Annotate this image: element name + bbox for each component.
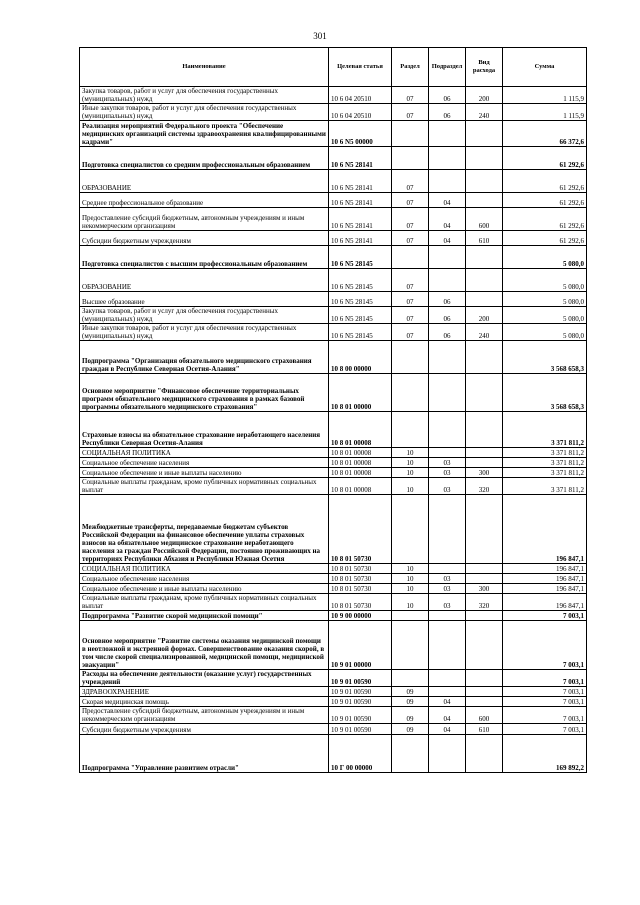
- row-name: Социальное обеспечение населения: [80, 574, 329, 584]
- table-row: [80, 246, 587, 269]
- header-subsection: Подраздел: [429, 48, 466, 87]
- row-expense-type: [466, 269, 503, 292]
- row-name: Закупка товаров, работ и услуг для обеспечения государственных (муниципальных) нужд: [80, 87, 329, 104]
- row-code: 10 8 01 00008: [329, 458, 392, 468]
- row-code: 10 9 01 00590: [329, 687, 392, 697]
- row-name: Основное мероприятие "Финансовое обеспечение территориальных программ обязательного медицинского страхования в рамках базовой программы обязательного медицинского страхования": [80, 374, 329, 412]
- row-subsection: [429, 121, 466, 147]
- row-section: [392, 670, 429, 687]
- row-sum: 61 292,6: [503, 208, 587, 231]
- table-row: [80, 687, 587, 697]
- row-expense-type: [466, 564, 503, 574]
- table-row: [80, 121, 587, 147]
- row-expense-type: [466, 621, 503, 670]
- row-section: 10: [392, 584, 429, 594]
- row-name: Субсидии бюджетным учреждениям: [80, 724, 329, 735]
- row-code: 10 6 N5 00000: [329, 121, 392, 147]
- row-code: 10 8 01 00000: [329, 374, 392, 412]
- row-subsection: [429, 687, 466, 697]
- row-name: Иные закупки товаров, работ и услуг для обеспечения государственных (муниципальных) нужд: [80, 324, 329, 341]
- row-expense-type: 600: [466, 707, 503, 724]
- table-row: [80, 87, 587, 104]
- row-section: 07: [392, 307, 429, 324]
- row-section: 07: [392, 292, 429, 307]
- row-code: 10 8 01 50730: [329, 594, 392, 611]
- row-expense-type: [466, 412, 503, 448]
- row-sum: 5 080,0: [503, 269, 587, 292]
- row-sum: 7 003,1: [503, 611, 587, 621]
- row-name: Социальное обеспечение населения: [80, 458, 329, 468]
- row-subsection: [429, 564, 466, 574]
- row-subsection: 04: [429, 707, 466, 724]
- table-row: [80, 697, 587, 707]
- row-code: 10 9 00 00000: [329, 611, 392, 621]
- row-subsection: [429, 621, 466, 670]
- row-subsection: 06: [429, 324, 466, 341]
- table-row: [80, 468, 587, 478]
- table-row: [80, 448, 587, 458]
- row-code: 10 9 01 00590: [329, 670, 392, 687]
- row-name: Социальные выплаты гражданам, кроме публичных нормативных социальных выплат: [80, 594, 329, 611]
- row-sum: 3 371 811,2: [503, 412, 587, 448]
- table-row: [80, 621, 587, 670]
- row-subsection: 04: [429, 231, 466, 246]
- table-row: [80, 341, 587, 374]
- page-number: 301: [313, 31, 327, 41]
- row-section: [392, 412, 429, 448]
- table-row: [80, 584, 587, 594]
- row-section: 07: [392, 170, 429, 193]
- row-expense-type: 200: [466, 307, 503, 324]
- row-name: Страховые взносы на обязательное страхование неработающего населения Республики Северная Осетия-Алания: [80, 412, 329, 448]
- row-name: Социальное обеспечение и иные выплаты населению: [80, 468, 329, 478]
- row-section: 09: [392, 707, 429, 724]
- row-expense-type: 600: [466, 208, 503, 231]
- row-sum: 169 892,2: [503, 735, 587, 773]
- row-expense-type: [466, 170, 503, 193]
- row-subsection: [429, 670, 466, 687]
- row-sum: 196 847,1: [503, 495, 587, 564]
- row-name: Социальные выплаты гражданам, кроме публичных нормативных социальных выплат: [80, 478, 329, 495]
- row-code: 10 8 01 00008: [329, 448, 392, 458]
- row-subsection: [429, 341, 466, 374]
- header-name: Наименование: [80, 48, 329, 87]
- row-code: 10 9 01 00590: [329, 724, 392, 735]
- row-section: 07: [392, 87, 429, 104]
- table-row: [80, 670, 587, 687]
- row-sum: 7 003,1: [503, 697, 587, 707]
- table-row: [80, 707, 587, 724]
- row-sum: 7 003,1: [503, 724, 587, 735]
- row-expense-type: [466, 458, 503, 468]
- row-name: СОЦИАЛЬНАЯ ПОЛИТИКА: [80, 448, 329, 458]
- row-subsection: [429, 611, 466, 621]
- row-subsection: 03: [429, 478, 466, 495]
- row-expense-type: 240: [466, 324, 503, 341]
- table-row: [80, 269, 587, 292]
- row-sum: 61 292,6: [503, 193, 587, 208]
- header-section: Раздел: [392, 48, 429, 87]
- row-expense-type: 300: [466, 468, 503, 478]
- row-subsection: 06: [429, 292, 466, 307]
- row-expense-type: 610: [466, 231, 503, 246]
- row-code: 10 8 01 00008: [329, 412, 392, 448]
- row-sum: 61 292,6: [503, 231, 587, 246]
- row-sum: 1 115,9: [503, 104, 587, 121]
- row-code: 10 6 N5 28145: [329, 269, 392, 292]
- table-row: [80, 292, 587, 307]
- table-row: [80, 412, 587, 448]
- row-name: Основное мероприятие "Развитие системы оказания медицинской помощи в неотложной и экстренной формах. Совершенствование оказания скорой, в том числе скорой специализированной, медицинской помощи, медицинской эвакуации": [80, 621, 329, 670]
- row-sum: 61 292,6: [503, 147, 587, 170]
- row-section: [392, 495, 429, 564]
- row-subsection: [429, 495, 466, 564]
- table-row: [80, 594, 587, 611]
- row-expense-type: 610: [466, 724, 503, 735]
- table-row: [80, 208, 587, 231]
- row-expense-type: [466, 670, 503, 687]
- row-sum: 5 080,0: [503, 324, 587, 341]
- row-expense-type: [466, 147, 503, 170]
- row-section: 09: [392, 687, 429, 697]
- row-subsection: 06: [429, 307, 466, 324]
- row-expense-type: [466, 246, 503, 269]
- row-code: 10 6 04 20510: [329, 104, 392, 121]
- row-name: Подпрограмма "Организация обязательного медицинского страхования граждан в Республике Северная Осетия-Алания": [80, 341, 329, 374]
- row-section: 07: [392, 324, 429, 341]
- row-subsection: [429, 246, 466, 269]
- row-subsection: 03: [429, 594, 466, 611]
- row-subsection: 04: [429, 208, 466, 231]
- row-subsection: [429, 147, 466, 170]
- row-expense-type: [466, 341, 503, 374]
- row-expense-type: [466, 121, 503, 147]
- row-sum: 7 003,1: [503, 687, 587, 697]
- table-row: [80, 231, 587, 246]
- row-sum: 3 568 658,3: [503, 341, 587, 374]
- row-sum: 5 080,0: [503, 307, 587, 324]
- row-code: 10 9 01 00590: [329, 707, 392, 724]
- row-subsection: 06: [429, 87, 466, 104]
- row-expense-type: [466, 687, 503, 697]
- row-sum: 5 080,0: [503, 292, 587, 307]
- table-row: [80, 735, 587, 773]
- row-section: [392, 147, 429, 170]
- row-section: [392, 735, 429, 773]
- row-sum: 7 003,1: [503, 621, 587, 670]
- row-name: Среднее профессиональное образование: [80, 193, 329, 208]
- row-section: 10: [392, 478, 429, 495]
- row-code: 10 6 N5 28141: [329, 231, 392, 246]
- row-section: 10: [392, 594, 429, 611]
- row-section: 10: [392, 458, 429, 468]
- row-code: 10 8 01 50730: [329, 574, 392, 584]
- row-name: Закупка товаров, работ и услуг для обеспечения государственных (муниципальных) нужд: [80, 307, 329, 324]
- table-row: [80, 458, 587, 468]
- row-sum: 196 847,1: [503, 574, 587, 584]
- header-expense-type: Вид расхода: [466, 48, 503, 87]
- table-row: [80, 574, 587, 584]
- row-code: 10 9 01 00000: [329, 621, 392, 670]
- row-code: 10 6 N5 28141: [329, 147, 392, 170]
- row-section: 07: [392, 231, 429, 246]
- row-code: 10 8 01 00008: [329, 468, 392, 478]
- row-name: СОЦИАЛЬНАЯ ПОЛИТИКА: [80, 564, 329, 574]
- row-code: 10 9 01 00590: [329, 697, 392, 707]
- row-subsection: [429, 374, 466, 412]
- row-sum: 196 847,1: [503, 584, 587, 594]
- row-sum: 7 003,1: [503, 670, 587, 687]
- row-code: 10 6 N5 28141: [329, 208, 392, 231]
- header-sum: Сумма: [503, 48, 587, 87]
- row-section: 10: [392, 468, 429, 478]
- row-name: Подготовка специалистов с высшим профессиональным образованием: [80, 246, 329, 269]
- row-subsection: [429, 448, 466, 458]
- table-row: [80, 611, 587, 621]
- row-subsection: 03: [429, 468, 466, 478]
- row-code: 10 8 01 50730: [329, 495, 392, 564]
- row-expense-type: [466, 611, 503, 621]
- row-section: 07: [392, 193, 429, 208]
- row-sum: 3 371 811,2: [503, 448, 587, 458]
- row-code: 10 Г 00 00000: [329, 735, 392, 773]
- row-sum: 66 372,6: [503, 121, 587, 147]
- row-name: Высшее образование: [80, 292, 329, 307]
- row-section: 10: [392, 564, 429, 574]
- row-name: Межбюджетные трансферты, передаваемые бюджетам субъектов Российской Федерации на финансовое обеспечение уплаты страховых взносов на обязательное медицинское страхование неработающего населения за граждан Российской Федерации, постоянно проживающих на территориях Республики Абхазия и Республики Южная Осетия: [80, 495, 329, 564]
- row-name: Предоставление субсидий бюджетным, автономным учреждениям и иным некоммерческим организациям: [80, 707, 329, 724]
- table-row: [80, 307, 587, 324]
- row-subsection: 06: [429, 104, 466, 121]
- row-section: 07: [392, 208, 429, 231]
- row-expense-type: 240: [466, 104, 503, 121]
- row-subsection: 03: [429, 584, 466, 594]
- row-subsection: 04: [429, 697, 466, 707]
- row-expense-type: [466, 374, 503, 412]
- row-expense-type: 320: [466, 594, 503, 611]
- row-name: Иные закупки товаров, работ и услуг для обеспечения государственных (муниципальных) нужд: [80, 104, 329, 121]
- row-expense-type: [466, 292, 503, 307]
- row-code: 10 6 N5 28141: [329, 170, 392, 193]
- row-section: 09: [392, 724, 429, 735]
- row-expense-type: [466, 448, 503, 458]
- row-name: ОБРАЗОВАНИЕ: [80, 269, 329, 292]
- row-code: 10 8 01 50730: [329, 564, 392, 574]
- row-code: 10 8 01 50730: [329, 584, 392, 594]
- row-sum: 3 371 811,2: [503, 468, 587, 478]
- row-sum: 3 568 658,3: [503, 374, 587, 412]
- row-subsection: 04: [429, 193, 466, 208]
- table-row: [80, 324, 587, 341]
- table-row: [80, 104, 587, 121]
- table-row: [80, 724, 587, 735]
- row-expense-type: [466, 193, 503, 208]
- row-section: 10: [392, 448, 429, 458]
- row-code: 10 6 N5 28145: [329, 292, 392, 307]
- row-name: Предоставление субсидий бюджетным, автономным учреждениям и иным некоммерческим организациям: [80, 208, 329, 231]
- row-section: 07: [392, 269, 429, 292]
- row-subsection: 04: [429, 724, 466, 735]
- row-name: Расходы на обеспечение деятельности (оказание услуг) государственных учреждений: [80, 670, 329, 687]
- row-expense-type: 300: [466, 584, 503, 594]
- row-subsection: [429, 170, 466, 193]
- budget-table: [79, 47, 587, 773]
- row-name: ЗДРАВООХРАНЕНИЕ: [80, 687, 329, 697]
- row-section: [392, 246, 429, 269]
- row-name: Реализация мероприятий Федерального проекта "Обеспечение медицинских организаций системы здравоохранения квалифицированными кадрами": [80, 121, 329, 147]
- row-code: 10 8 01 00008: [329, 478, 392, 495]
- row-section: [392, 121, 429, 147]
- row-code: 10 6 N5 28145: [329, 324, 392, 341]
- row-code: 10 6 N5 28145: [329, 307, 392, 324]
- table-row: [80, 495, 587, 564]
- row-expense-type: 200: [466, 87, 503, 104]
- row-sum: 5 080,0: [503, 246, 587, 269]
- table-header-row: [80, 48, 587, 87]
- row-name: Социальное обеспечение и иные выплаты населению: [80, 584, 329, 594]
- table-row: [80, 147, 587, 170]
- row-subsection: [429, 735, 466, 773]
- table-row: [80, 170, 587, 193]
- row-sum: 3 371 811,2: [503, 458, 587, 468]
- row-section: 07: [392, 104, 429, 121]
- table-row: [80, 193, 587, 208]
- row-expense-type: [466, 495, 503, 564]
- row-name: Субсидии бюджетным учреждениям: [80, 231, 329, 246]
- row-subsection: 03: [429, 458, 466, 468]
- row-name: ОБРАЗОВАНИЕ: [80, 170, 329, 193]
- row-sum: 196 847,1: [503, 594, 587, 611]
- row-name: Подпрограмма "Развитие скорой медицинской помощи": [80, 611, 329, 621]
- row-code: 10 6 N5 28145: [329, 246, 392, 269]
- row-expense-type: [466, 735, 503, 773]
- row-section: [392, 611, 429, 621]
- row-sum: 61 292,6: [503, 170, 587, 193]
- table-row: [80, 478, 587, 495]
- row-section: [392, 341, 429, 374]
- row-subsection: 03: [429, 574, 466, 584]
- row-section: [392, 374, 429, 412]
- row-code: 10 8 00 00000: [329, 341, 392, 374]
- row-sum: 1 115,9: [503, 87, 587, 104]
- table-row: [80, 564, 587, 574]
- row-section: 09: [392, 697, 429, 707]
- row-sum: 196 847,1: [503, 564, 587, 574]
- row-section: 10: [392, 574, 429, 584]
- row-name: Подготовка специалистов со средним профессиональным образованием: [80, 147, 329, 170]
- row-expense-type: 320: [466, 478, 503, 495]
- row-expense-type: [466, 574, 503, 584]
- row-sum: 7 003,1: [503, 707, 587, 724]
- table-row: [80, 374, 587, 412]
- row-name: Подпрограмма "Управление развитием отрасли": [80, 735, 329, 773]
- row-sum: 3 371 811,2: [503, 478, 587, 495]
- row-subsection: [429, 412, 466, 448]
- row-subsection: [429, 269, 466, 292]
- row-section: [392, 621, 429, 670]
- row-code: 10 6 N5 28141: [329, 193, 392, 208]
- row-code: 10 6 04 20510: [329, 87, 392, 104]
- header-code: Целевая статья: [329, 48, 392, 87]
- row-expense-type: [466, 697, 503, 707]
- row-name: Скорая медицинская помощь: [80, 697, 329, 707]
